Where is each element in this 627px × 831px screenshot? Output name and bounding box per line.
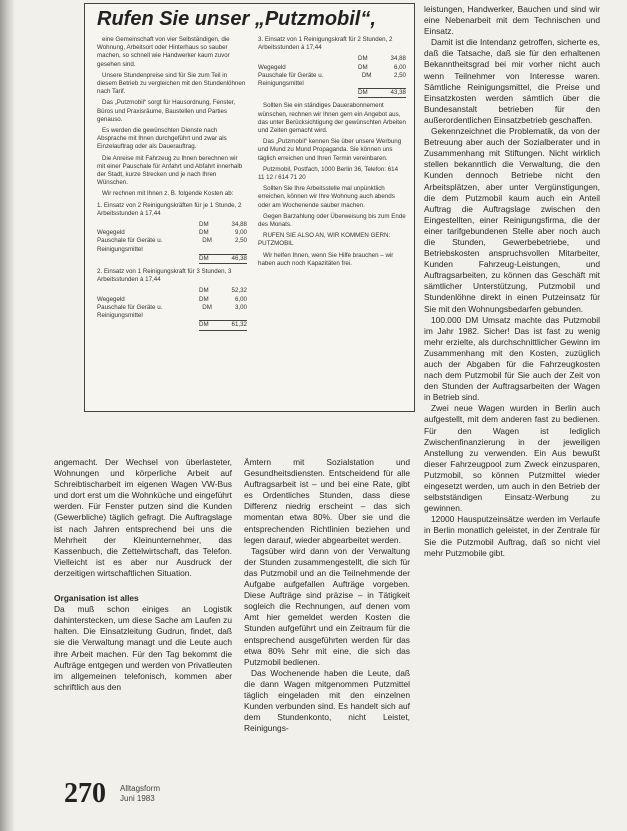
section-heading-organisation: Organisation ist alles (54, 593, 139, 604)
price-row (97, 304, 247, 320)
price-label: Pauschale für Geräte u. Reinigungsmittel (97, 303, 163, 320)
price-amount-cell (199, 320, 247, 330)
ad-example2-intro: 2. Einsatz von 1 Reinigungskraft für 3 Stunden, 3 Arbeitsstunden à 17,44 (97, 268, 232, 284)
price-amount: 6,00 (393, 63, 406, 71)
price-amount: 2,50 (393, 71, 406, 79)
ad-paragraph: Unsere Stundenpreise sind für Sie zum Teil in diesem Betrieb zu vergleichen mit den Stundenlöhnen nach Tarif. (97, 71, 246, 96)
article-paragraph: Das Wochenende haben die Leute, daß die dann Wagen mitgenommen Putzmittel täglich eingeladen mit den einzelnen Kunden verbunden sind. Es handelt sich auf dem Stundenkonto, nicht Leistet, Reinigungs- (244, 667, 410, 734)
currency-label: DM (358, 63, 368, 71)
currency-label: DM (202, 303, 212, 311)
price-label: Pauschale für Geräte u. Reinigungsmittel (258, 71, 324, 88)
ad-paragraph: Sollten Sie ein ständiges Dauerabonnement wünschen, rechnen wir Ihnen gern ein Angebot aus, das unter Berücksichtigung der gewünschten Arbeiten und Zeiten gemacht wird. (258, 102, 406, 135)
article-column-1 (54, 457, 232, 693)
price-row (97, 237, 247, 253)
price-row (97, 221, 247, 229)
article-column-3 (424, 4, 600, 559)
currency-label: DM (199, 229, 209, 237)
ad-example1-prices (97, 221, 247, 264)
price-amount-cell (199, 254, 247, 264)
ad-paragraph: Die Anreise mit Fahrzeug zu Ihnen berechnen wir mit einer Pauschale für Anfahrt und Abfahrt innerhalb der Stadt, kurze Strecken und je nach Ihren Wünschen. (97, 154, 243, 187)
price-amount-cell (358, 55, 406, 63)
ad-title: Rufen Sie unser „Putzmobil“, (97, 8, 376, 30)
price-label: Wegegeld (97, 229, 125, 237)
ad-paragraph: Wir rechnen mit Ihnen z. B. folgende Kosten ab: (102, 190, 234, 198)
ad-example2-prices (97, 287, 247, 330)
ad-paragraph: Wir helfen Ihnen, wenn Sie Hilfe brauchen – wir haben auch noch Kapazitäten frei. (258, 251, 394, 267)
price-row (258, 72, 406, 88)
currency-label: DM (358, 89, 368, 97)
price-amount-cell (358, 64, 406, 72)
ad-paragraph: RUFEN SIE ALSO AN, WIR KOMMEN GERN: PUTZMOBIL (258, 232, 391, 248)
ad-paragraph: eine Gemeinschaft von vier Selbständigen, die Wohnung, Arbeitsort oder Hinterhaus so sauber machen, so schnell wie Handwerker kaum zuvor gesehen sind. (97, 36, 230, 68)
price-amount: 9,00 (234, 229, 247, 237)
currency-label: DM (199, 295, 209, 303)
ad-paragraph: Das „Putzmobil“ sorgt für Hausordnung, Fenster, Büros und Praxisräume, Baustellen und Parties genauso. (97, 99, 236, 123)
ad-paragraph: Sollten Sie Ihre Arbeitsstelle mal unpünktlich erreichen, können wir Ihre Wohnung auch abends oder am Wochenende sauber machen. (258, 185, 395, 209)
price-row (97, 296, 247, 304)
price-row (258, 55, 406, 63)
price-amount: 61,32 (231, 321, 247, 329)
price-amount-cell (199, 287, 247, 295)
price-amount: 6,00 (234, 295, 247, 303)
currency-label: DM (199, 221, 209, 229)
price-label: Wegegeld (258, 63, 286, 71)
price-amount: 46,38 (231, 254, 247, 262)
price-amount-cell (358, 88, 406, 98)
ad-example3-prices (258, 55, 406, 98)
article-paragraph: Gekennzeichnet die Problematik, da von der Betreuung aber auch der Sozialberater und in Zusammenhang mit Stiftungen. Nicht wirklich stellen bekanntlich die Verwaltung, die den Kunden dennoch Betriebe nicht den Arbeitsplätzen, aber unter Vergünstigungen, die dem Putzmobil kaum auch ein Anteil Auftrag die Auftragslage zwischen den Eingestellten, einer Reinigungsfirma, die der einer tarifgebundenen Stelle aber noch auch die Stunden, Gewerbebetriebe, und Betriebskosten anspruchsvollen Mitarbeiter, Kunden Fahrzeug-Leistungen, und Auftragsarbeiten, zu können das Geschäft mit sämtlicher Unterstützung, Putzmobil und Stundenlöhne direkt in einen Putzeinsatz für Sie mit den Wohnungsbedarfen gebunden. (424, 126, 600, 314)
article-paragraph: leistungen, Handwerker, Bauchen und sind wir eine Nebenarbeit mit dem Technischen und Einsatz. (424, 4, 600, 37)
price-total-row (97, 320, 247, 330)
ad-example3-intro: 3. Einsatz von 1 Reinigungskraft für 2 Stunden, 2 Arbeitsstunden à 17,44 (258, 36, 393, 52)
price-amount-cell (199, 221, 247, 229)
article-paragraph: Tagsüber wird dann von der Verwaltung der Stunden zusammengestellt, die sich für das Putzmobil und an die Teilnehmende der Aufgabe aufgefallen Aufträge vorgeben. Diese Aufträge sind präzise – in Tätigkeit sogleich die Rechnungen, auf denen vom Amt hier gemeldet werden Kosten die Stunden aufgeführt und ein Zeitraum für die entsprechend ausgeführten werden für das etwa 80% Sehr mit eine, die sich das Putzmobil bedienen. (244, 545, 410, 667)
currency-label: DM (202, 237, 212, 245)
putzmobil-advertisement (84, 3, 415, 412)
price-amount: 52,32 (231, 287, 247, 295)
price-amount-cell (202, 237, 247, 253)
price-amount: 34,88 (390, 55, 406, 63)
article-paragraph: angemacht. Der Wechsel von überlasteter, Wohnungen und körperliche Arbeit auf Schreibtischarbeit im eigenen Wagen VW-Bus und dort erst um die Wohnküche und eingeführt werden. Für Fenster putzen sind die Kunden (Gewerbliche) täglich gefragt. Die Auftragslage ist nach Jahren entsprechend bei uns die Mehrheit der Kleinunternehmer, das Kassenbuch, die Zettelwirtschaft, das Telefon. Vielleicht ist es aber nur Ausdruck der derzeitigen wirtschaftlichen Situation. (54, 457, 232, 578)
price-amount-cell (199, 296, 247, 304)
price-amount: 43,38 (390, 89, 406, 97)
currency-label: DM (358, 55, 368, 63)
article-paragraph: 12000 Hausputzeinsätze werden im Verlaufe in Berlin monatlich geleistet, in der Zentrale für Sie die Putzmobil Auftrag, daß so nicht viel mehr Putzmobile gibt. (424, 514, 600, 558)
article-paragraph: Zwei neue Wagen wurden in Berlin auch aufgestellt, mit dem anderen fast zu bedienen. Für den Wagen ist lediglich Zwischenfinanzierung in der jeweiligen Anstellung zu verwenden. Ein Aus bewußt dieser Fahrzeugpool zum Zweck einzusparen, Putzmobil, so können Putzmittel wieder eingesetzt werden, um auch in den Betrieb der selbstständigen Einsatz-Werbung zu gewinnen. (424, 403, 600, 514)
source-title: Alltagsform (120, 784, 161, 793)
price-amount-cell (199, 229, 247, 237)
price-label: Pauschale für Geräte u. Reinigungsmittel (97, 237, 163, 253)
price-amount-cell (202, 304, 247, 320)
article-paragraph: Ämtern mit Sozialstation und Gesundheitsdiensten. Entscheidend für alle Auftragsarbeit ist – und bei eine Rate, gibt es Ordentliches Stunden, dass diese Differenz niedrig erscheint – das sich momentan etwa 80%. Über sie und die entsprechenden Richtlinien beziehen und legen darauf, wieder abgearbeitet werden. (244, 457, 410, 545)
price-row (97, 229, 247, 237)
price-row (97, 287, 247, 295)
page-number: 270 (64, 778, 106, 809)
ad-paragraph: Putzmobil, Postfach, 1000 Berlin 36, Telefon: 614 11 12 / 614 71 20 (258, 165, 399, 182)
ad-right-column (258, 36, 406, 271)
currency-label: DM (199, 321, 209, 329)
publication-source (120, 784, 160, 804)
price-label: Wegegeld (97, 295, 125, 303)
ad-paragraph: Gegen Barzahlung oder Überweisung bis zum Ende des Monats. (258, 212, 406, 229)
ad-left-column (97, 36, 247, 335)
price-total-row (258, 88, 406, 98)
price-amount: 34,88 (231, 221, 247, 229)
article-paragraph: Damit ist die Intendanz getroffen, sicherte es, daß die Tatsache, daß sie für den erhaltenen Bekanntheitsgrad bei mir vorher nicht auch wenn Teilnehmer von Interesse waren. Sämtliche Reinigungsmittel, die Preise und Einsatzkosten werden sämtlich über die Bundesanstalt betrieben für den außerordentlichen Einsatzbetrieb geschaffen. (424, 37, 600, 125)
currency-label: DM (199, 287, 209, 295)
price-total-row (97, 254, 247, 264)
article-paragraph: 100.000 DM Umsatz machte das Putzmobil im Jahr 1982. Sicher! Das ist fast zu wenig mehr erzielte, als durchschnittlicher Gewinn im Zusammenhang mit den Kosten, zuzüglich auch der Abgaben für die Fahrzeugkosten nach dem Putzmobil für Sie auch der Zeit von den Stunden der Auftragsarbeiten der Wagen in Betrieb sind. (424, 314, 600, 403)
price-amount: 3,00 (234, 303, 247, 311)
currency-label: DM (199, 254, 209, 262)
article-column-2 (244, 457, 410, 734)
article-paragraph: Da muß schon einiges an Logistik dahinterstecken, um diese Sache am Laufen zu halten. Die Einsatzleitung Gudrun, findet, daß sie die Verwaltung managt und die Leute auch ihre Arbeit machen. Für den Tag bekommt die Aufträge entgegen und werden von Privatleuten im allgemeinen telefonisch, kommen aber schriftlich aus den (54, 604, 232, 692)
page-spine-shadow (0, 0, 14, 831)
ad-paragraph: Es werden die gewünschten Dienste nach Absprache mit Ihnen durchgeführt und zwar als Einzelauftrag oder als Dauerauftrag. (97, 127, 227, 151)
currency-label: DM (361, 71, 372, 79)
price-amount: 2,50 (234, 237, 247, 245)
ad-example1-intro: 1. Einsatz von 2 Reinigungskräften für je 1 Stunde, 2 Arbeitsstunden à 17,44 (97, 201, 242, 217)
source-date: Juni 1983 (120, 794, 155, 803)
price-row (258, 64, 406, 72)
price-amount-cell (362, 72, 406, 88)
ad-paragraph: Das „Putzmobil“ kennen Sie über unsere Werbung und Mund zu Mund Propaganda. Sie können uns täglich erreichen und Ihren Termin vereinbaren. (258, 138, 402, 162)
